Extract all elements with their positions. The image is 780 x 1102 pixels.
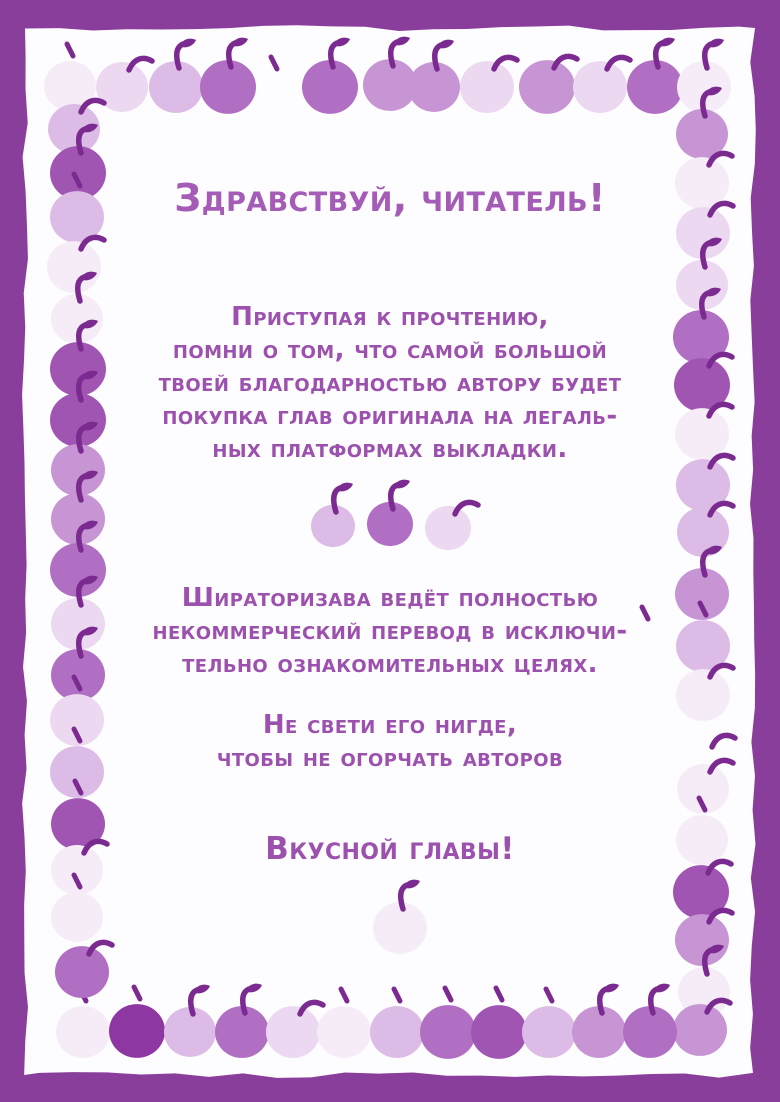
plum-icon (408, 62, 460, 112)
plum-icon (164, 1007, 216, 1057)
plum-icon (373, 902, 427, 954)
plum-icon (675, 914, 729, 966)
warning-paragraph: Не свети его нигде, чтобы не огорчать авторов (216, 710, 564, 773)
plum-icon (522, 1006, 576, 1058)
plum-icon (425, 506, 471, 550)
plum-icon (200, 60, 256, 114)
plum-icon (56, 1006, 110, 1058)
plum-icon (215, 1006, 269, 1058)
plum-icon (573, 61, 627, 113)
plum-icon (149, 61, 203, 113)
plum-icon (471, 1005, 527, 1059)
plum-icon (51, 845, 103, 895)
disclaimer-paragraph: Шираторизава ведёт полностью некоммерческий перевод в исключи- тельно ознакомительных целях. (152, 583, 628, 679)
plum-icon (676, 815, 728, 865)
intro-paragraph: Приступая к прочтению, помни о том, что самой большой твоей благодарностью автору будет покупка глав оригинала на легаль- ных платформах выкладки. (158, 302, 622, 464)
greeting-heading: Здравствуй, читатель! (174, 176, 606, 220)
plum-icon (47, 241, 101, 293)
plum-icon (572, 1006, 626, 1058)
plum-icon (109, 1004, 165, 1058)
plum-icon (676, 669, 730, 721)
plum-icon (370, 1006, 424, 1058)
plum-icon (317, 1006, 371, 1058)
farewell-line: Вкусной главы! (265, 831, 515, 867)
plum-icon (302, 60, 358, 114)
plum-icon (51, 649, 105, 701)
plum-icon (420, 1005, 476, 1059)
plum-icon (460, 61, 514, 113)
plum-icon (627, 60, 683, 114)
plum-icon (673, 1004, 727, 1056)
plum-icon (677, 507, 729, 557)
plum-icon (623, 1006, 677, 1058)
plum-icon (266, 1006, 320, 1058)
plum-icon (55, 946, 109, 998)
plum-icon (519, 60, 575, 114)
plum-icon (51, 892, 103, 942)
plum-icon (675, 408, 729, 460)
